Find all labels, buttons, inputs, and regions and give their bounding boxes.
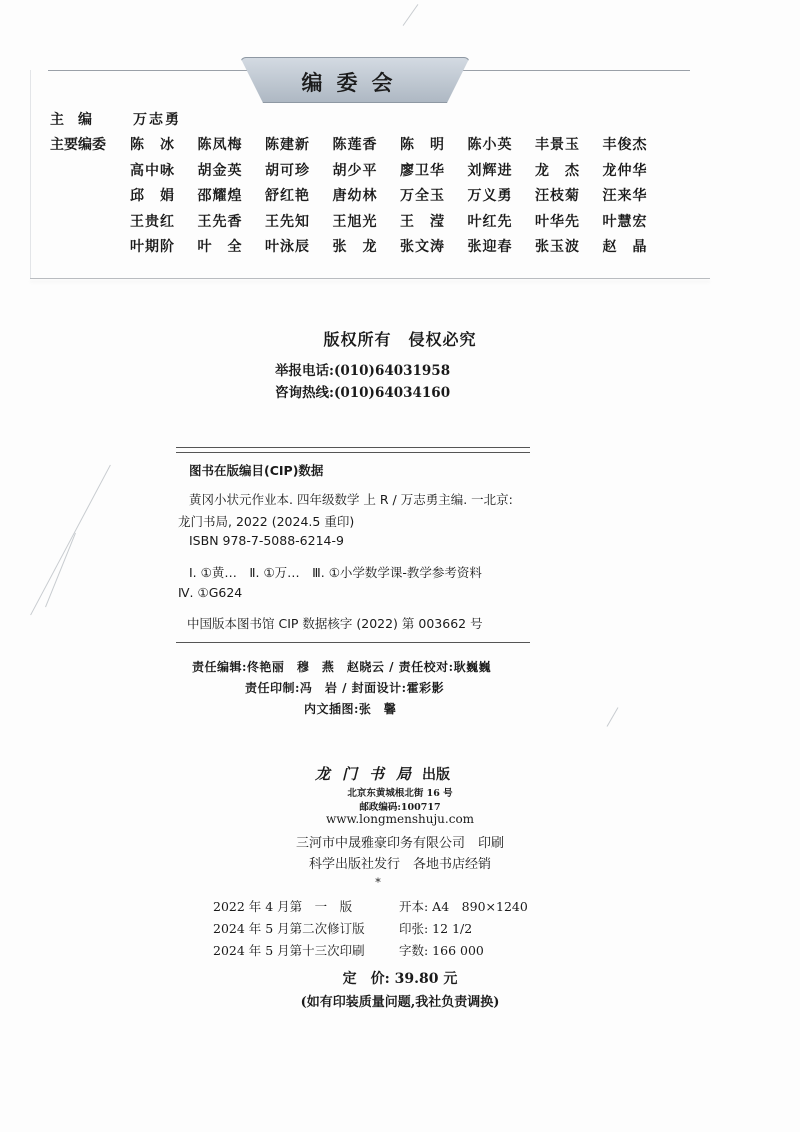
member-name: 叶泳辰	[265, 239, 310, 255]
member-name: 丰俊杰	[602, 137, 648, 153]
credits-editors: 责任编辑:佟艳丽 穆 燕 赵晓云 / 责任校对:耿巍巍	[192, 660, 492, 674]
member-name: 张 龙	[332, 239, 378, 255]
decorative-streak	[607, 707, 619, 727]
member-name: 汪枝菊	[535, 188, 580, 204]
member-name: 丰景玉	[535, 137, 580, 153]
cip-verification: 中国版本图书馆 CIP 数据核字 (2022) 第 003662 号	[187, 616, 483, 631]
member-name: 王贵红	[130, 213, 175, 230]
member-name: 胡少平	[332, 162, 378, 179]
report-phone: 举报电话:(010)64031958	[275, 363, 451, 379]
spec-row	[213, 896, 528, 918]
member-name: 陈 冰	[130, 137, 175, 153]
member-name: 龙仲华	[602, 162, 648, 179]
publisher-logo-text: 龙门书局	[315, 765, 424, 783]
member-name: 万全玉	[400, 188, 445, 204]
member-name: 叶华先	[535, 213, 580, 230]
member-name: 陈莲香	[332, 137, 378, 153]
board-frame-edge	[30, 70, 31, 278]
consult-phone: 咨询热线:(010)64034160	[275, 385, 451, 401]
cip-top-rule	[176, 447, 530, 448]
cip-title: 图书在版编目(CIP)数据	[189, 463, 324, 478]
member-name: 邱 娟	[130, 188, 175, 204]
board-title: 编委会	[301, 71, 407, 95]
chief-editor-name: 万志勇	[133, 112, 181, 128]
credits-illustration: 内文插图:张 馨	[304, 702, 397, 716]
member-name: 唐幼林	[332, 188, 378, 204]
member-name: 叶慧宏	[602, 213, 648, 230]
separator-star: *	[375, 876, 381, 889]
member-name: 陈凤梅	[197, 137, 243, 153]
cip-bottom-rule	[176, 642, 530, 643]
member-name: 胡金英	[197, 162, 243, 179]
credits-production: 责任印制:冯 岩 / 封面设计:霍彩影	[245, 681, 445, 695]
member-name: 廖卫华	[400, 162, 445, 179]
member-name: 龙 杰	[535, 162, 580, 179]
spec-row	[213, 940, 528, 962]
cip-top-rule-thin	[176, 452, 530, 453]
spec-format: 开本: A4 890×1240	[399, 899, 528, 914]
decorative-streak	[45, 533, 76, 608]
member-name: 王旭光	[332, 213, 378, 230]
decorative-streak	[30, 465, 111, 616]
member-name: 叶期阶	[130, 239, 175, 255]
member-name: 胡可珍	[265, 162, 310, 179]
spec-words: 字数: 166 000	[399, 943, 484, 958]
cip-isbn: ISBN 978-7-5088-6214-9	[189, 533, 344, 548]
member-name: 张迎春	[467, 239, 513, 255]
members-grid	[130, 134, 670, 262]
member-name: 王先知	[265, 213, 310, 230]
publisher-postcode: 邮政编码:100717	[359, 802, 441, 813]
member-name: 高中咏	[130, 162, 175, 179]
publisher-address: 北京东黄城根北街 16 号	[347, 788, 453, 799]
decorative-streak	[403, 4, 419, 26]
member-name: 舒红艳	[265, 188, 310, 204]
publisher-suffix: 出版	[422, 767, 450, 783]
members-role: 主要编委	[50, 137, 106, 153]
cip-classification-2: Ⅳ. ①G624	[178, 585, 243, 600]
member-name: 陈建新	[265, 137, 310, 153]
member-name: 刘辉进	[467, 162, 513, 179]
member-name: 陈小英	[467, 137, 513, 153]
distributor-line: 科学出版社发行 各地书店经销	[308, 857, 491, 872]
publisher-website[interactable]: www.longmenshuju.com	[325, 812, 475, 826]
spec-edition: 2022 年 4 月第 一 版	[213, 899, 353, 914]
member-name: 王 滢	[400, 213, 445, 230]
member-name: 陈 明	[400, 137, 445, 153]
copyright-notice: 版权所有 侵权必究	[323, 330, 477, 349]
spec-row	[213, 918, 528, 940]
spec-sheets: 印张: 12 1/2	[399, 921, 473, 936]
price-note: (如有印装质量问题,我社负责调换)	[300, 995, 500, 1010]
member-name: 张玉波	[535, 239, 580, 255]
member-name: 赵 晶	[602, 239, 648, 255]
cip-line-1: 黄冈小状元作业本. 四年级数学 上 R / 万志勇主编. 一北京:	[189, 492, 513, 507]
print-specs	[213, 896, 528, 962]
spec-revision: 2024 年 5 月第二次修订版	[213, 921, 365, 936]
member-name: 叶 全	[197, 239, 243, 255]
spec-printing: 2024 年 5 月第十三次印刷	[213, 943, 365, 958]
price: 定 价: 39.80 元	[342, 971, 458, 987]
cip-classification-1: Ⅰ. ①黄… Ⅱ. ①万… Ⅲ. ①小学数学课-教学参考资料	[189, 565, 482, 580]
member-name: 张文涛	[400, 239, 445, 255]
board-footer-rule	[30, 278, 710, 279]
member-name: 叶红先	[467, 213, 513, 230]
printer-line: 三河市中晟雅豪印务有限公司 印刷	[295, 836, 504, 851]
member-name: 邵耀煌	[197, 188, 243, 204]
member-name: 王先香	[197, 213, 243, 230]
cip-line-2: 龙门书局, 2022 (2024.5 重印)	[178, 514, 355, 529]
chief-editor-role: 主 编	[50, 112, 92, 128]
member-name: 万义勇	[467, 188, 513, 204]
member-name: 汪来华	[602, 188, 648, 204]
